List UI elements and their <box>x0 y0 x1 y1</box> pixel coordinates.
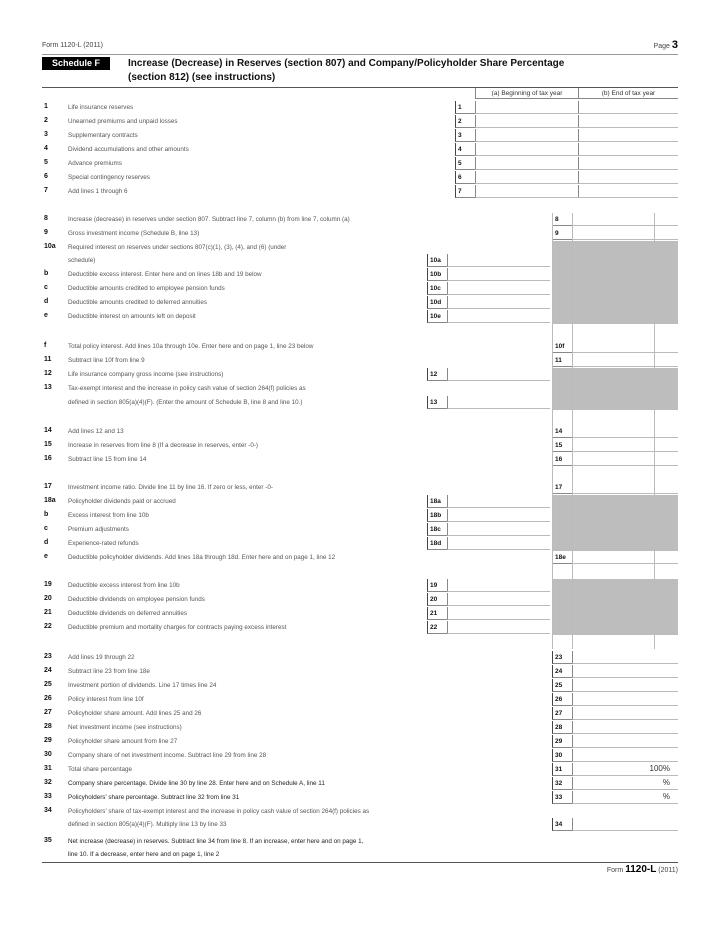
form-line <box>42 651 678 664</box>
form-line <box>42 129 678 142</box>
line-number: 24 <box>44 667 52 674</box>
line-box-label: 4 <box>455 143 475 156</box>
line-number: 1 <box>44 103 48 110</box>
page-header <box>42 39 678 55</box>
column-b-header: (b) End of tax year <box>578 88 678 99</box>
form-line <box>42 665 678 678</box>
line-number: 16 <box>44 455 52 462</box>
line-box-label: 32 <box>552 777 572 790</box>
form-line <box>42 213 678 226</box>
column-a-header: (a) Beginning of tax year <box>475 88 578 99</box>
line-number: 35 <box>44 837 52 844</box>
amount-field[interactable] <box>578 115 678 128</box>
amount-field[interactable] <box>447 396 550 409</box>
amount-field[interactable] <box>447 509 550 522</box>
amount-field[interactable] <box>447 607 550 620</box>
line-description: Increase (decrease) in reserves under section 807. Subtract line 7, column (b) from line 7, column (a) <box>68 216 350 223</box>
line-number: 15 <box>44 441 52 448</box>
amount-field[interactable] <box>475 129 578 142</box>
line-description: Deductible premium and mortality charges for contracts paying excess interest <box>68 624 287 631</box>
line-box-label: 31 <box>552 763 572 776</box>
line-description: Deductible interest on amounts left on deposit <box>68 313 196 320</box>
line-description: Life insurance reserves <box>68 104 134 111</box>
line-box-label: 34 <box>552 818 572 831</box>
form-line <box>42 157 678 170</box>
line-number: 28 <box>44 723 52 730</box>
amount-field[interactable] <box>572 818 678 831</box>
line-number: 12 <box>44 370 52 377</box>
form-line <box>42 481 678 494</box>
line-description: Required interest on reserves under sections 807(c)(1), (3), (4), and (6) (under <box>68 244 287 251</box>
line-number: d <box>44 539 49 546</box>
line-box-label: 18b <box>427 509 447 522</box>
amount-field[interactable] <box>572 679 678 692</box>
footer-rule <box>42 862 678 863</box>
line-box-label: 25 <box>552 679 572 692</box>
line-description: Deductible dividends on employee pension funds <box>68 596 205 603</box>
line-description: Policyholders' share percentage. Subtract line 32 from line 31 <box>68 794 240 801</box>
form-line <box>42 735 678 748</box>
line-description: Total policy interest. Add lines 10a through 10e. Enter here and on page 1, line 23 below <box>68 343 314 350</box>
line-number: c <box>44 284 48 291</box>
line-description: Add lines 12 and 13 <box>68 428 124 435</box>
form-line <box>42 791 678 804</box>
line-description: line 10. If a decrease, enter here and on page 1, line 2 <box>68 851 220 858</box>
line-number: 3 <box>44 131 48 138</box>
line-number: 26 <box>44 695 52 702</box>
line-description: Life insurance company gross income (see instructions) <box>68 371 224 378</box>
amount-field[interactable] <box>578 185 678 198</box>
line-box-label: 10e <box>427 310 447 323</box>
amount-field[interactable] <box>447 296 550 309</box>
line-box-label: 10b <box>427 268 447 281</box>
schedule-subtitle: (section 812) (see instructions) <box>128 72 276 83</box>
line-box-label: 2 <box>455 115 475 128</box>
form-line <box>42 805 678 818</box>
amount-field[interactable] <box>578 143 678 156</box>
amount-field[interactable] <box>572 651 678 664</box>
form-line <box>42 707 678 720</box>
form-line <box>42 340 678 353</box>
form-line <box>42 763 678 776</box>
amount-field[interactable] <box>447 579 550 592</box>
column-divider <box>654 213 655 649</box>
line-box-label: 11 <box>552 354 572 367</box>
line-box-label: 18e <box>552 551 572 564</box>
amount-field[interactable] <box>447 368 550 381</box>
line-description: Company share of net investment income. Subtract line 29 from line 28 <box>68 752 267 759</box>
line-box-label: 15 <box>552 439 572 452</box>
form-line <box>42 749 678 762</box>
column-divider <box>552 213 553 649</box>
line-description: Policy interest from line 10f <box>68 696 144 703</box>
schedule-title: Increase (Decrease) in Reserves (section 807) and Company/Policyholder Share Percentage <box>128 58 565 69</box>
form-line <box>42 453 678 466</box>
line-box-label: 22 <box>427 621 447 634</box>
line-description: defined in section 805(a)(4)(F). (Enter the amount of Schedule B, line 8 and line 10.) <box>68 399 303 406</box>
form-line <box>42 848 678 861</box>
line-number: 14 <box>44 427 52 434</box>
line-number: e <box>44 312 48 319</box>
line-number: 23 <box>44 653 52 660</box>
amount-field[interactable] <box>447 621 550 634</box>
form-line <box>42 115 678 128</box>
form-line <box>42 354 678 367</box>
form-line <box>42 777 678 790</box>
form-line <box>42 551 678 564</box>
line-description: Investment portion of dividends. Line 17 times line 24 <box>68 682 217 689</box>
line-number: 20 <box>44 595 52 602</box>
line-number: 27 <box>44 709 52 716</box>
line-box-label: 33 <box>552 791 572 804</box>
line-number: 4 <box>44 145 48 152</box>
form-reference: Form 1120-L (2011) <box>42 42 103 49</box>
line-number: 33 <box>44 793 52 800</box>
form-line <box>42 679 678 692</box>
amount-field[interactable] <box>578 101 678 114</box>
line-description: Supplementary contracts <box>68 132 138 139</box>
line-box-label: 8 <box>552 213 572 226</box>
line-box-label: 29 <box>552 735 572 748</box>
line-description: Policyholders' share of tax-exempt interest and the increase in policy cash value of section 264(f) policies as <box>68 808 370 815</box>
line-number: 17 <box>44 483 52 490</box>
line-box-label: 27 <box>552 707 572 720</box>
line-box-label: 10c <box>427 282 447 295</box>
line-description: Excess interest from line 10b <box>68 512 149 519</box>
line-number: 19 <box>44 581 52 588</box>
line-description: Add lines 1 through 6 <box>68 188 128 195</box>
line-description: Net increase (decrease) in reserves. Subtract line 34 from line 8. If an increase, enter here and on page 1, <box>68 838 364 845</box>
line-description: schedule) <box>68 257 96 264</box>
amount-field[interactable] <box>447 537 550 550</box>
line-number: f <box>44 342 47 349</box>
line-number: 5 <box>44 159 48 166</box>
line-box-label: 23 <box>552 651 572 664</box>
line-box-label: 21 <box>427 607 447 620</box>
line-number: 21 <box>44 609 52 616</box>
line-description: Policyholder share amount from line 27 <box>68 738 178 745</box>
line-description: Tax-exempt interest and the increase in policy cash value of section 264(f) policies as <box>68 385 306 392</box>
line-box-label: 5 <box>455 157 475 170</box>
line-box-label: 26 <box>552 693 572 706</box>
line-number: 7 <box>44 187 48 194</box>
line-box-label: 28 <box>552 721 572 734</box>
line-number: 11 <box>44 356 52 363</box>
line-number: 18a <box>44 497 56 504</box>
amount-field[interactable] <box>447 254 550 267</box>
line-box-label: 17 <box>552 481 572 494</box>
line-description: Subtract line 23 from line 18e <box>68 668 150 675</box>
line-description: Premium adjustments <box>68 526 129 533</box>
amount-field[interactable] <box>572 227 678 240</box>
amount-field[interactable] <box>572 707 678 720</box>
line-value: % <box>662 778 670 787</box>
line-description: Dividend accumulations and other amounts <box>68 146 189 153</box>
shaded-area <box>552 495 678 551</box>
form-line <box>42 425 678 438</box>
page-number: Page 3 <box>653 39 678 51</box>
shaded-area <box>552 241 678 324</box>
line-number: 22 <box>44 623 52 630</box>
line-number: 13 <box>44 384 52 391</box>
line-number: 10a <box>44 243 56 250</box>
line-number: 29 <box>44 737 52 744</box>
line-number: 6 <box>44 173 48 180</box>
line-box-label: 16 <box>552 453 572 466</box>
line-box-label: 10a <box>427 254 447 267</box>
amount-field[interactable] <box>475 115 578 128</box>
amount-field[interactable] <box>572 551 678 564</box>
line-number: 8 <box>44 215 48 222</box>
line-number: 25 <box>44 681 52 688</box>
line-description: Experience-rated refunds <box>68 540 139 547</box>
line-box-label: 1 <box>455 101 475 114</box>
amount-field[interactable] <box>572 340 678 353</box>
amount-field[interactable] <box>572 721 678 734</box>
form-line <box>42 143 678 156</box>
line-box-label: 14 <box>552 425 572 438</box>
amount-field[interactable] <box>475 185 578 198</box>
amount-field[interactable] <box>475 143 578 156</box>
line-box-label: 10d <box>427 296 447 309</box>
form-line <box>42 818 678 831</box>
line-box-label: 30 <box>552 749 572 762</box>
shaded-area <box>552 368 678 410</box>
line-description: Deductible amounts credited to employee pension funds <box>68 285 225 292</box>
amount-field[interactable] <box>447 593 550 606</box>
line-description: Special contingency reserves <box>68 174 150 181</box>
amount-field[interactable] <box>447 523 550 536</box>
amount-field[interactable] <box>447 282 550 295</box>
form-line <box>42 693 678 706</box>
column-divider <box>572 213 573 649</box>
amount-field[interactable] <box>572 425 678 438</box>
line-description: Gross investment income (Schedule B, line 13) <box>68 230 200 237</box>
line-description: Deductible policyholder dividends. Add lines 18a through 18d. Enter here and on page 1, line 12 <box>68 554 336 561</box>
line-box-label: 7 <box>455 185 475 198</box>
line-description: Unearned premiums and unpaid losses <box>68 118 178 125</box>
line-description: Policyholder dividends paid or accrued <box>68 498 176 505</box>
line-description: Policyholder share amount. Add lines 25 and 26 <box>68 710 202 717</box>
line-box-label: 6 <box>455 171 475 184</box>
form-line <box>42 171 678 184</box>
line-box-label: 18a <box>427 495 447 508</box>
line-description: Increase in reserves from line 8 (If a decrease in reserves, enter -0-) <box>68 442 259 449</box>
line-description: Deductible dividends on deferred annuities <box>68 610 188 617</box>
shaded-area <box>552 579 678 635</box>
amount-field[interactable] <box>447 310 550 323</box>
line-description: Deductible excess interest. Enter here and on lines 18b and 19 below <box>68 271 262 278</box>
amount-field[interactable] <box>475 171 578 184</box>
line-number: c <box>44 525 48 532</box>
line-description: Company share percentage. Divide line 30 by line 28. Enter here and on Schedule A, line 11 <box>68 780 325 787</box>
line-number: 32 <box>44 779 52 786</box>
amount-field[interactable] <box>572 354 678 367</box>
line-number: 30 <box>44 751 52 758</box>
amount-field[interactable] <box>578 171 678 184</box>
form-line <box>42 101 678 114</box>
amount-field[interactable] <box>447 495 550 508</box>
amount-field[interactable] <box>475 101 578 114</box>
form-line <box>42 439 678 452</box>
line-box-label: 13 <box>427 396 447 409</box>
amount-field[interactable] <box>447 268 550 281</box>
form-line <box>42 185 678 198</box>
amount-field[interactable] <box>572 439 678 452</box>
line-number: e <box>44 553 48 560</box>
line-box-label: 20 <box>427 593 447 606</box>
line-description: Deductible excess interest from line 10b <box>68 582 180 589</box>
line-number: b <box>44 270 49 277</box>
form-line <box>42 227 678 240</box>
line-description: Add lines 19 through 22 <box>68 654 135 661</box>
page-footer: Form 1120-L (2011) <box>606 864 678 875</box>
amount-field[interactable] <box>572 481 678 494</box>
line-box-label: 18d <box>427 537 447 550</box>
line-description: Investment income ratio. Divide line 11 by line 16. If zero or less, enter -0- <box>68 484 273 491</box>
amount-field[interactable] <box>475 157 578 170</box>
line-box-label: 12 <box>427 368 447 381</box>
line-number: d <box>44 298 49 305</box>
line-description: Subtract line 15 from line 14 <box>68 456 147 463</box>
amount-field[interactable] <box>572 213 678 226</box>
line-description: Deductible amounts credited to deferred annuities <box>68 299 207 306</box>
line-value: 100% <box>649 764 670 773</box>
amount-field[interactable] <box>578 129 678 142</box>
form-line <box>42 835 678 848</box>
amount-field[interactable] <box>578 157 678 170</box>
line-description: Subtract line 10f from line 9 <box>68 357 145 364</box>
line-number: 2 <box>44 117 48 124</box>
line-description: defined in section 805(a)(4)(F). Multiply line 13 by line 33 <box>68 821 227 828</box>
amount-field[interactable] <box>572 735 678 748</box>
line-description: Net investment income (see instructions) <box>68 724 182 731</box>
line-box-label: 19 <box>427 579 447 592</box>
form-line <box>42 721 678 734</box>
line-box-label: 24 <box>552 665 572 678</box>
line-value: % <box>662 792 670 801</box>
amount-field[interactable] <box>572 749 678 762</box>
line-number: 9 <box>44 229 48 236</box>
line-number: 31 <box>44 765 52 772</box>
amount-field[interactable] <box>572 693 678 706</box>
line-box-label: 3 <box>455 129 475 142</box>
line-description: Total share percentage <box>68 766 133 773</box>
amount-field[interactable] <box>572 453 678 466</box>
line-description: Advance premiums <box>68 160 122 167</box>
schedule-label: Schedule F <box>42 57 110 70</box>
line-box-label: 18c <box>427 523 447 536</box>
line-number: 34 <box>44 807 52 814</box>
amount-field[interactable] <box>572 665 678 678</box>
line-number: b <box>44 511 49 518</box>
line-box-label: 9 <box>552 227 572 240</box>
line-box-label: 10f <box>552 340 572 353</box>
